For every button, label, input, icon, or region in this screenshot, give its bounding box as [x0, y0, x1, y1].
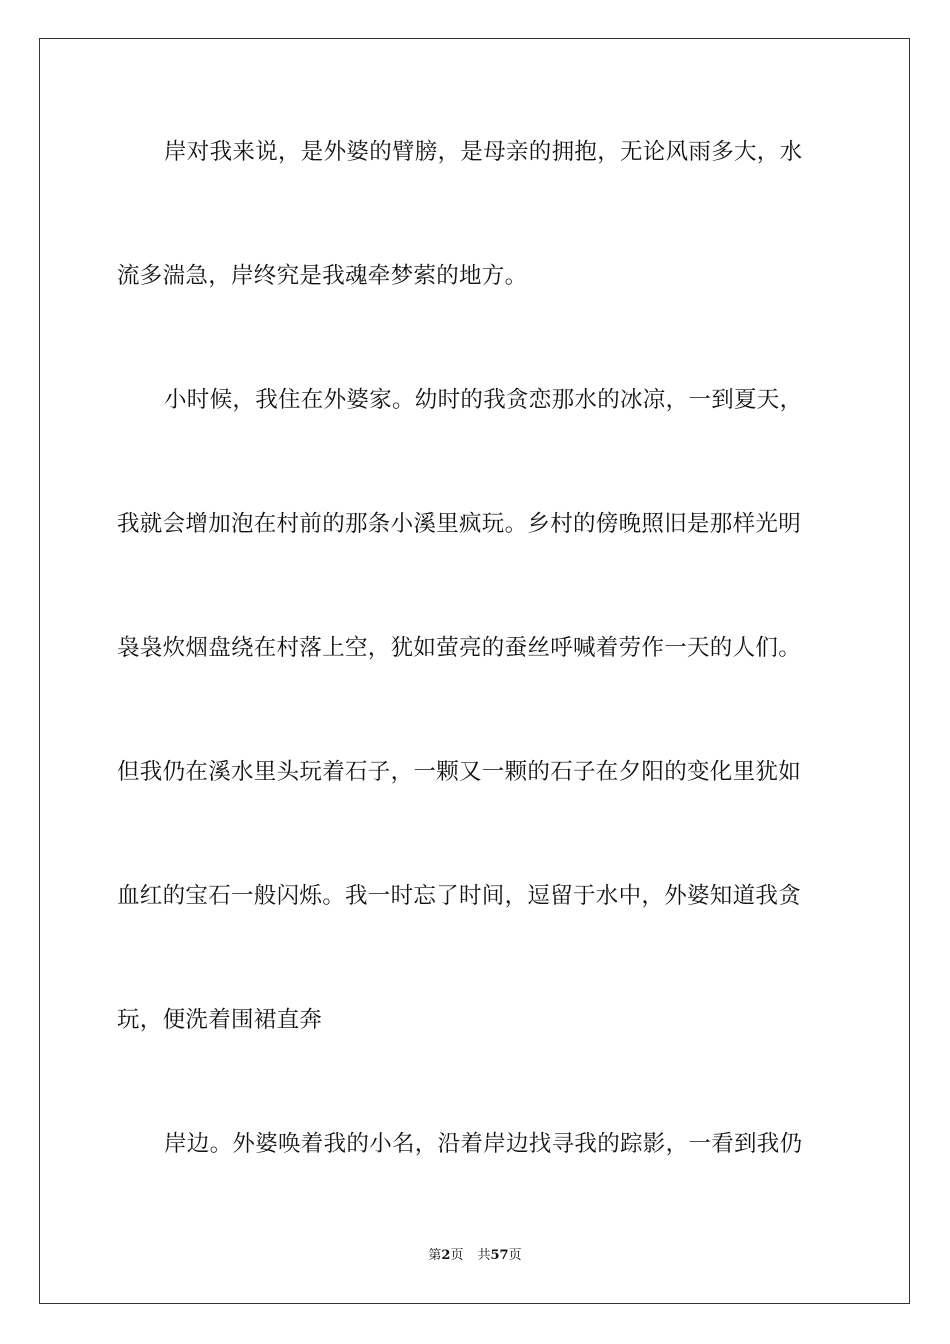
paragraph-line: 但我仍在溪水里头玩着石子，一颗又一颗的石子在夕阳的变化里犹如 — [117, 759, 802, 785]
total-page-count: 57 — [490, 1248, 509, 1263]
paragraph-line: 岸对我来说，是外婆的臂膀，是母亲的拥抱，无论风雨多大，水 — [164, 139, 803, 165]
page-border — [39, 38, 910, 1304]
paragraph-line: 流多湍急，岸终究是我魂牵梦萦的地方。 — [117, 263, 528, 289]
paragraph-line: 血红的宝石一般闪烁。我一时忘了时间，逗留于水中，外婆知道我贪 — [117, 883, 802, 909]
page-unit: 页 — [450, 1248, 464, 1263]
total-unit: 页 — [508, 1248, 522, 1263]
total-prefix: 共 — [477, 1248, 491, 1263]
current-page-number: 2 — [441, 1248, 451, 1263]
paragraph-line: 岸边。外婆唤着我的小名，沿着岸边找寻我的踪影，一看到我仍 — [164, 1131, 803, 1157]
paragraph-line: 小时候，我住在外婆家。幼时的我贪恋那水的冰凉，一到夏天， — [164, 387, 803, 413]
paragraph-line: 袅袅炊烟盘绕在村落上空，犹如萤亮的蚕丝呼喊着劳作一天的人们。 — [117, 635, 802, 661]
paragraph-line: 玩，便洗着围裙直奔 — [117, 1007, 323, 1033]
paragraph-line: 我就会增加泡在村前的那条小溪里疯玩。乡村的傍晚照旧是那样光明 — [117, 511, 802, 537]
page-footer — [0, 1247, 950, 1265]
page-prefix: 第 — [428, 1248, 442, 1263]
